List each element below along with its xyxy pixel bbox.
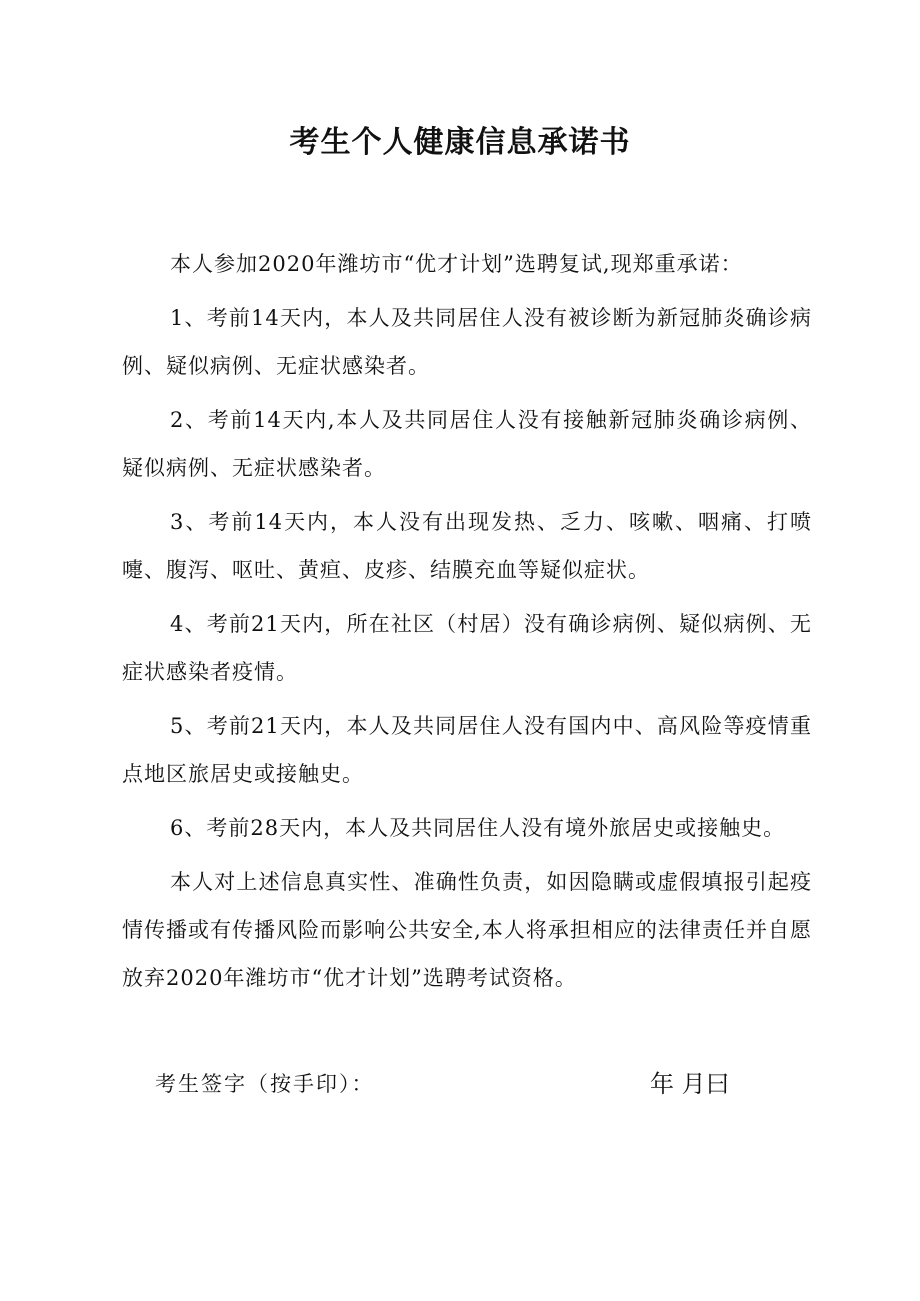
pledge-item-1: 1、考前14天内，本人及共同居住人没有被诊断为新冠肺炎确诊病例、疑似病例、无症状感染者。 <box>122 306 812 378</box>
signature-label: 考生签字（按手印）： <box>155 1072 375 1096</box>
pledge-item-6: 6、考前28天内，本人及共同居住人没有境外旅居史或接触史。 <box>170 816 786 840</box>
page-title: 考生个人健康信息承诺书 <box>289 125 631 160</box>
pledge-item-5: 5、考前21天内，本人及共同居住人没有国内中、高风险等疫情重点地区旅居史或接触史。 <box>122 714 812 786</box>
intro-paragraph: 本人参加2020年潍坊市“优才计划”选聘复试,现郑重承诺： <box>170 252 743 276</box>
signature-row <box>155 1068 795 1108</box>
date-label: 年 月曰 <box>650 1070 730 1098</box>
closing-paragraph: 本人对上述信息真实性、准确性负责，如因隐瞒或虚假填报引起疫情传播或有传播风险而影响公共安全,本人将承担相应的法律责任并自愿放弃2020年潍坊市“优才计划”选聘考试资格。 <box>122 870 812 990</box>
pledge-item-3: 3、考前14天内，本人没有出现发热、乏力、咳嗽、咽痛、打喷嚏、腹泻、呕吐、黄疸、皮疹、结膜充血等疑似症状。 <box>122 510 812 582</box>
document-body <box>122 240 812 1002</box>
pledge-item-4: 4、考前21天内，所在社区（村居）没有确诊病例、疑似病例、无症状感染者疫情。 <box>122 612 812 684</box>
pledge-item-2: 2、考前14天内,本人及共同居住人没有接触新冠肺炎确诊病例、疑似病例、无症状感染者。 <box>122 408 812 480</box>
